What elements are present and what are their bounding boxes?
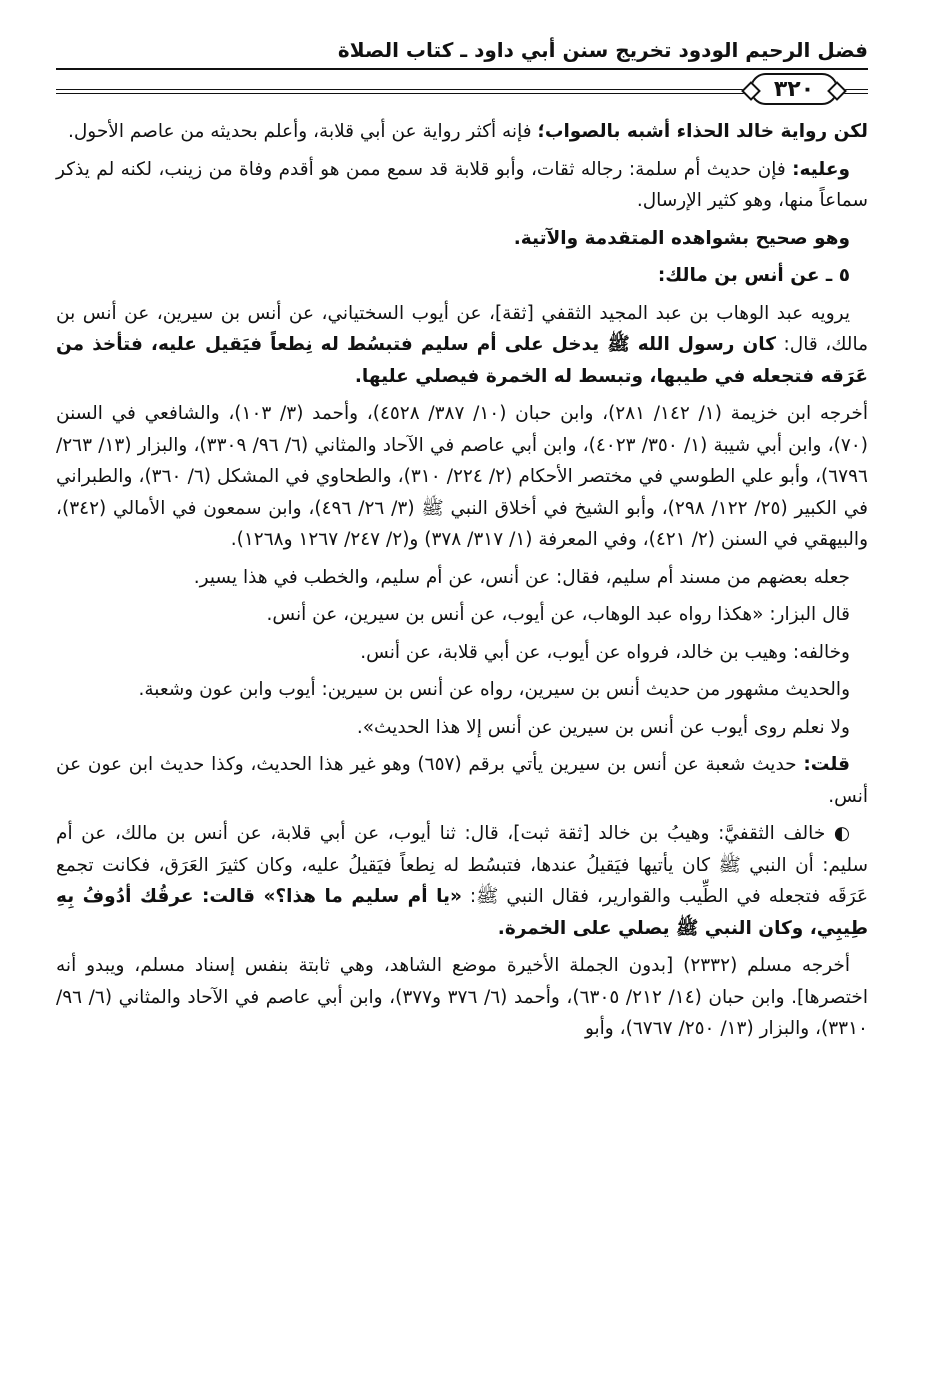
- paragraph-text: ◐ خالف الثقفيَّ: وهيبُ بن خالد [ثقة ثبت]، قال: ثنا أيوب، عن أبي قلابة، عن أنس بن مالك، عن أم سليم: أن النبي ﷺ كان يأتيها فيَقيلُ عندها، فتبسُط له نِطعاً فيَقيلُ عليه، وكان كثيرَ العَرَق، فكانت تجمع عَرَقَه فتجعله في الطِّيب والقوارير، فقال النبي ﷺ:: [56, 823, 868, 907]
- paragraph: [56, 298, 868, 393]
- paragraph-text: قال البزار: «هكذا رواه عبد الوهاب، عن أيوب، عن أنس بن سيرين، عن أنس.: [266, 604, 850, 625]
- paragraph: [56, 154, 868, 217]
- paragraph-text: وخالفه: وهيب بن خالد، فرواه عن أيوب، عن أبي قلابة، عن أنس.: [360, 641, 850, 663]
- header-spacer: [56, 54, 64, 62]
- hadith-text: كان رسول الله ﷺ يدخل على أم سليم فتبسُط له نِطعاً فيَقيل عليه، فتأخذ من عَرَقه فتجعله في طيبها، وتبسط له الخمرة فيصلي عليها.: [56, 334, 868, 387]
- paragraph-text: فإن حديث أم سلمة: رجاله ثقات، وأبو قلابة قد سمع ممن هو أقدم وفاة من زينب، لكنه لم يذكر سماعاً منها، وهو كثير الإرسال.: [56, 158, 868, 211]
- header-title: فضل الرحيم الودود تخريج سنن أبي داود ـ كتاب الصلاة: [337, 38, 868, 62]
- paragraph-text: ولا نعلم روى أيوب عن أنس بن سيرين عن أنس إلا هذا الحديث».: [356, 716, 850, 738]
- paragraph-text: أخرجه ابن خزيمة (١/ ١٤٢/ ٢٨١)، وابن حبان (١٠/ ٣٨٧/ ٤٥٢٨)، وأحمد (٣/ ١٠٣)، والشافعي في السنن (٧٠)، وابن أبي شيبة (١/ ٣٥٠/ ٤٠٢٣)، وابن أبي عاصم في الآحاد والمثاني (٦/ ٩٦/ ٣٣٠٩)، والبزار (١٣/ ٢٦٣/ ٦٧٩٦)، وأبو علي الطوسي في مختصر الأحكام (٢/ ٢٢٤/ ٣١٠)، والطحاوي في المشكل (٦/ ٣٦٠)، والطبراني في الكبير (٢٥/ ١٢٢/ ٢٩٨)، وأبو الشيخ في أخلاق النبي ﷺ (٣/ ٢٦/ ٤٩٦)، وابن سمعون في الأمالي (٣٤٢)، والبيهقي في السنن (٢/ ٤٢١)، وفي المعرفة (١/ ٣١٧/ ٣٧٨) و(٢/ ٢٤٧/ ١٢٦٧ و١٢٦٨).: [56, 403, 868, 550]
- paragraph-lead: لكن رواية خالد الحذاء أشبه بالصواب؛: [537, 121, 868, 142]
- paragraph-text: والحديث مشهور من حديث أنس بن سيرين، رواه عن أنس بن سيرين: أيوب وابن عون وشعبة.: [138, 679, 850, 700]
- paragraph: [56, 712, 868, 744]
- paragraph: [56, 562, 868, 594]
- paragraph-text: يرويه عبد الوهاب بن عبد المجيد الثقفي [ثقة]، عن أيوب السختياني، عن أنس بن سيرين، عن أنس بن مالك، قال:: [56, 302, 868, 355]
- running-header: [56, 22, 868, 70]
- paragraph-text: حديث شعبة عن أنس بن سيرين يأتي برقم (٦٥٧) وهو غير هذا الحديث، وكذا حديث ابن عون عن أنس.: [56, 754, 868, 807]
- section-heading: [56, 260, 868, 292]
- page: [56, 22, 868, 1051]
- page-body: [56, 116, 868, 1045]
- page-number-bar: [56, 70, 868, 110]
- paragraph: [56, 749, 868, 812]
- paragraph: [56, 223, 868, 255]
- paragraph-text: أخرجه مسلم (٢٣٣٢) [بدون الجملة الأخيرة موضع الشاهد، وهي ثابتة بنفس إسناد مسلم، ويبدو أنه اختصرها]. وابن حبان (١٤/ ٢١٢/ ٦٣٠٥)، وأحمد (٦/ ٣٧٦ و٣٧٧)، وابن أبي عاصم في الآحاد والمثاني (٦/ ٩٦/ ٣٣١٠)، والبزار (١٣/ ٢٥٠/ ٦٧٦٧)، وأبو: [56, 955, 868, 1039]
- paragraph-text: جعله بعضهم من مسند أم سليم، فقال: عن أنس، عن أم سليم، والخطب في هذا يسير.: [193, 566, 850, 588]
- paragraph: [56, 637, 868, 669]
- page-number: ٣٢٠: [750, 73, 838, 105]
- paragraph: [56, 116, 868, 148]
- paragraph-lead: وهو صحيح بشواهده المتقدمة والآتية.: [513, 227, 850, 249]
- paragraph: [56, 398, 868, 556]
- paragraph: [56, 950, 868, 1045]
- paragraph: [56, 599, 868, 631]
- paragraph-lead: وعليه:: [792, 158, 850, 180]
- paragraph: [56, 674, 868, 706]
- paragraph-text: فإنه أكثر رواية عن أبي قلابة، وأعلم بحديثه من عاصم الأحول.: [67, 121, 538, 142]
- hadith-text: «يا أم سليم ما هذا؟» قالت: عرقُك أدُوفُ بِهِ طِيبِي، وكان النبي ﷺ يصلي على الخمرة.: [56, 886, 868, 939]
- section-title: ٥ ـ عن أنس بن مالك:: [657, 265, 850, 286]
- paragraph-lead: قلت:: [803, 754, 850, 775]
- paragraph: [56, 818, 868, 944]
